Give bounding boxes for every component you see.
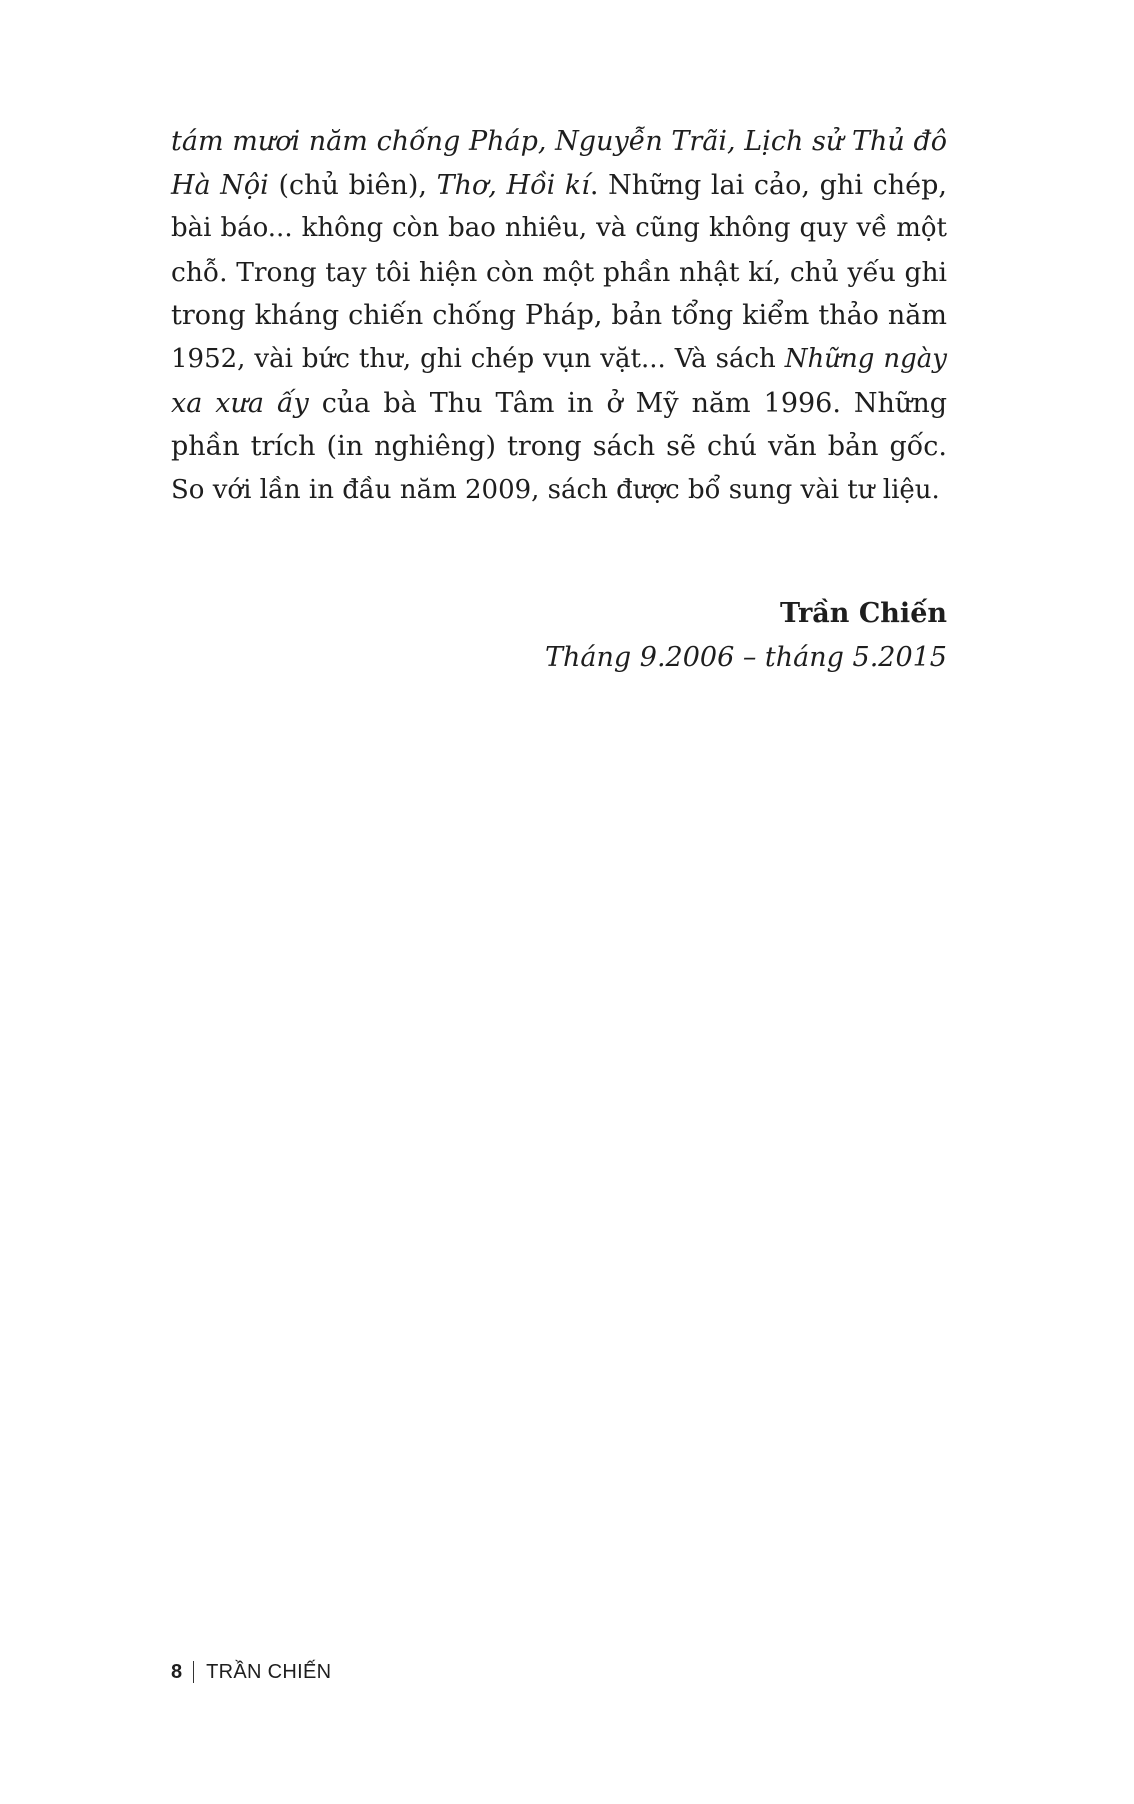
italic-text-segment: tám mươi năm chống Pháp, Nguyễn Trãi, Lịch sử Thủ đô bbox=[171, 126, 947, 157]
page-number: 8 bbox=[171, 1661, 183, 1683]
text-segment: (chủ biên), bbox=[268, 169, 437, 201]
text-line bbox=[171, 251, 947, 295]
text-segment: phần trích (in nghiêng) trong sách sẽ chú văn bản gốc. bbox=[171, 431, 947, 463]
page-footer bbox=[171, 1659, 331, 1685]
text-line bbox=[171, 294, 947, 338]
footer-separator bbox=[193, 1661, 194, 1683]
text-line bbox=[171, 382, 947, 426]
text-segment: 1952, vài bức thư, ghi chép vụn vặt... Và sách bbox=[171, 343, 785, 374]
signature-block bbox=[545, 592, 947, 680]
text-line bbox=[171, 207, 947, 251]
text-segment: So với lần in đầu năm 2009, sách được bổ sung vài tư liệu. bbox=[171, 474, 940, 505]
text-segment: chỗ. Trong tay tôi hiện còn một phần nhật kí, chủ yếu ghi bbox=[171, 256, 947, 288]
italic-text-segment: Những ngày bbox=[784, 343, 947, 374]
text-line bbox=[171, 338, 947, 382]
text-line bbox=[171, 164, 947, 208]
italic-text-segment: Hà Nội bbox=[171, 169, 269, 201]
italic-text-segment: Thơ, Hồi kí bbox=[436, 169, 590, 201]
italic-text-segment: xa xưa ấy bbox=[171, 387, 309, 419]
text-segment: trong kháng chiến chống Pháp, bản tổng kiểm thảo năm bbox=[171, 300, 947, 332]
text-segment: của bà Thu Tâm in ở Mỹ năm 1996. Những bbox=[308, 387, 947, 419]
text-line bbox=[171, 120, 947, 164]
text-segment: . Những lai cảo, ghi chép, bbox=[589, 169, 947, 201]
signature-date: Tháng 9.2006 – tháng 5.2015 bbox=[545, 642, 947, 673]
text-line bbox=[171, 425, 947, 469]
author-name: Trần Chiến bbox=[779, 598, 947, 629]
body-paragraph bbox=[171, 120, 947, 512]
text-line bbox=[171, 469, 947, 513]
running-head: TRẦN CHIẾN bbox=[206, 1661, 332, 1683]
text-segment: bài báo... không còn bao nhiêu, và cũng không quy về một bbox=[171, 213, 947, 244]
